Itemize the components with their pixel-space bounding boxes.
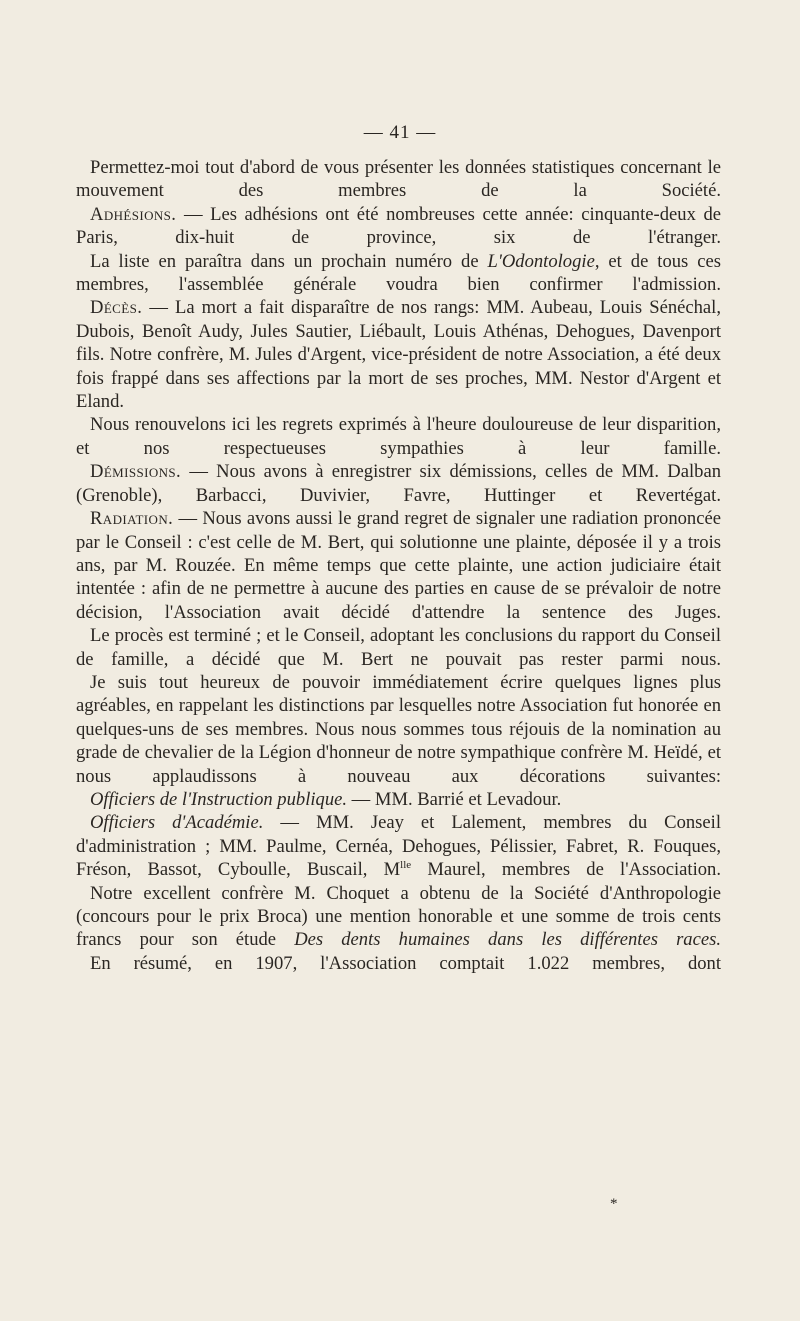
- study-title: Des dents humaines dans les différentes races.: [294, 929, 721, 951]
- paragraph-demissions: Démissions. — Nous avons à enregistrer six démissions, celles de MM. Dalban (Grenoble), Barbacci, Duvivier, Favre, Huttinger et Revertégat.: [76, 461, 721, 506]
- paragraph-deces: Décès. — La mort a fait disparaître de nos rangs: MM. Aubeau, Louis Sénéchal, Dubois, Benoît Audy, Jules Sautier, Liébault, Louis Athénas, Dehogues, Davenport fils. Notre confrère, M. Jules d'Argent, vice-président de notre Association, a été deux fois frappé dans ses affections par la mort de ses proches, MM. Nestor d'Argent et Eland.: [76, 297, 721, 413]
- paragraph-distinctions: Je suis tout heureux de pouvoir immédiatement écrire quelques lignes plus agréables, en rappelant les distinctions par lesquelles notre Association fut honorée en quelques-uns de ses membres. Nous nous sommes tous réjouis de la nomination au grade de chevalier de la Légion d'honneur de notre sympathique confrère M. Heïdé, et nous applaudissons à nouveau aux décorations suivantes:: [76, 671, 721, 787]
- journal-title: L'Odontologie: [487, 250, 595, 272]
- decoration-title-academie: Officiers d'Académie.: [90, 812, 264, 834]
- decoration-title-instruction: Officiers de l'Instruction publique.: [90, 788, 348, 810]
- section-heading-demissions: Démissions.: [90, 461, 182, 483]
- paragraph-adhesions: Adhésions. — Les adhésions ont été nombreuses cette année: cinquante-deux de Paris, dix-huit de province, six de l'étranger.: [76, 203, 721, 249]
- paragraph-choquet: Notre excellent confrère M. Choquet a obtenu de la Société d'Anthropologie (concours pour le prix Broca) une mention honorable et une somme de trois cents francs pour son étude Des dents humaines dans les différentes races.: [76, 882, 721, 951]
- paragraph-regrets: Nous renouvelons ici les regrets exprimés à l'heure douloureuse de leur disparition, et nos respectueuses sympathies à leur famille.: [76, 414, 721, 459]
- paragraph-proces: Le procès est terminé ; et le Conseil, adoptant les conclusions du rapport du Conseil de famille, a décidé que M. Bert ne pouvait pas rester parmi nous.: [76, 625, 721, 670]
- page-number: — 41 —: [363, 122, 437, 143]
- paragraph-intro: Permettez-moi tout d'abord de vous présenter les données statistiques concernant le mouvement des membres de la Société.: [76, 157, 721, 202]
- paragraph-radiation: Radiation. — Nous avons aussi le grand regret de signaler une radiation prononcée par le Conseil : c'est celle de M. Bert, qui solutionne une plainte, déposée il y a trois ans, par M. Rouzée. En même temps que cette plainte, une action judiciaire était intentée : afin de ne permettre à aucune des parties en cause de se prévaloir de notre décision, l'Association avait décidé d'attendre la sentence des Juges.: [76, 508, 721, 623]
- section-heading-deces: Décès.: [90, 297, 143, 319]
- body-text: [76, 156, 721, 975]
- paragraph-academie: Officiers d'Académie. — MM. Jeay et Lalement, membres du Conseil d'administration ; MM. Paulme, Cernéa, Dehogues, Pélissier, Fabret, R. Fouques, Fréson, Bassot, Cyboulle, Buscail, $M^{lle}$ Maurel, membres de l'Association.: [76, 812, 721, 881]
- section-heading-radiation: Radiation.: [90, 508, 174, 530]
- paragraph-resume: En résumé, en 1907, l'Association comptait 1.022 membres, dont: [90, 952, 721, 974]
- paragraph-instruction-publique: Officiers de l'Instruction publique. — MM. Barrié et Levadour.: [90, 788, 562, 810]
- section-heading-adhesions: Adhésions.: [90, 203, 177, 225]
- paragraph-liste: La liste en paraîtra dans un prochain numéro de L'Odontologie, et de tous ces membres, l'assemblée générale voudra bien confirmer l'admission.: [76, 250, 721, 296]
- signature-mark: *: [610, 1196, 618, 1212]
